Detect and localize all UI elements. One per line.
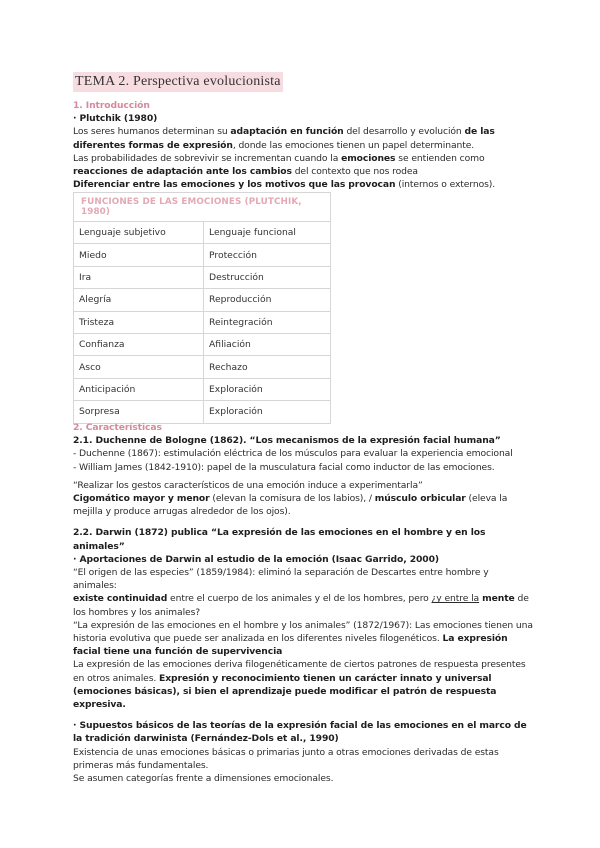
table-cell: Confianza [74, 333, 204, 355]
table-cell: Destrucción [204, 266, 331, 288]
table-cell: Exploración [204, 401, 331, 423]
table-row [74, 356, 331, 378]
table-cell: Tristeza [74, 311, 204, 333]
paragraph: Se asumen categorías frente a dimensiones emocionales. [73, 773, 334, 785]
text: del contexto que nos rodea [291, 166, 418, 178]
text: (eleva la mejilla y produce arrugas alrededor de los ojos). [73, 493, 508, 518]
emotions-functions-table [73, 192, 331, 424]
paragraph: “El origen de las especies” (1859/1984): eliminó la separación de Descartes entre hombre y animales: [73, 567, 489, 592]
section-heading: 2. Características [73, 422, 162, 433]
bold-text: existe continuidad [73, 593, 168, 605]
table-row [74, 333, 331, 355]
subheading-plutchik: · Plutchik (1980) [73, 113, 158, 125]
paragraph [73, 592, 533, 618]
text: (internos o externos). [395, 179, 496, 191]
table-cell: Asco [74, 356, 204, 378]
bold-text: Diferenciar entre las emociones y los motivos que las provocan [73, 179, 396, 191]
section-introduccion [73, 99, 533, 191]
table-row [74, 266, 331, 288]
text: (elevan la comisura de los labios), / [209, 493, 375, 505]
paragraph [73, 178, 533, 191]
quote: “Realizar los gestos característicos de una emoción induce a experimentarla” [73, 479, 423, 491]
bold-text: músculo orbicular [374, 493, 466, 505]
bold-text: Expresión y reconocimiento tienen un carácter innato y universal (emociones básicas), si bien el aprendizaje puede modificar el patrón de respuesta expresiva. [73, 672, 497, 711]
list-item: - Duchenne (1867): estimulación eléctrica de los músculos para evaluar la experiencia emocional [73, 448, 513, 460]
table-row [74, 244, 331, 266]
bold-text: mente [479, 593, 515, 605]
table-row [74, 401, 331, 423]
text: “La expresión de las emociones en el hombre y los animales” (1872/1967): Las emociones tienen una historia evolutiva que puede ser analizada en los diferentes niveles filogenéticos. [73, 619, 533, 645]
table-row [74, 378, 331, 400]
table-cell: Lenguaje subjetivo [74, 222, 204, 244]
text: Los seres humanos determinan su [73, 126, 231, 138]
table-cell: Rechazo [204, 356, 331, 378]
table-row [74, 222, 331, 244]
bold-text: adaptación en función [230, 126, 344, 138]
text: entre el cuerpo de los animales y el de los hombres, pero [167, 593, 432, 605]
table-row [74, 289, 331, 311]
table-cell: Protección [204, 244, 331, 266]
text: Las probabilidades de sobrevivir se incrementan cuando la [73, 152, 342, 164]
table-cell: Sorpresa [74, 401, 204, 423]
text: de los hombres y los animales? [73, 593, 529, 618]
subheading-supuestos: · Supuestos básicos de las teorías de la expresión facial de las emociones en el marco de la tradición darwinista (Fernández-Dols et al., 1990) [73, 720, 527, 745]
table-cell: Anticipación [74, 378, 204, 400]
bold-text: de las diferentes formas de expresión [73, 126, 495, 151]
table-row [74, 311, 331, 333]
bold-text: Cigomático mayor y menor [73, 493, 210, 505]
table-cell: Reintegración [204, 311, 331, 333]
list-item: - William James (1842-1910): papel de la musculatura facial como inductor de las emociones. [73, 461, 495, 473]
bold-text: La expresión facial tiene una función de supervivencia [73, 633, 508, 658]
table-header: FUNCIONES DE LAS EMOCIONES (PLUTCHIK, 1980) [74, 193, 331, 222]
subheading-aportaciones: · Aportaciones de Darwin al estudio de la emoción (Isaac Garrido, 2000) [73, 553, 439, 565]
paragraph [73, 619, 533, 659]
paragraph: Existencia de unas emociones básicas o primarias junto a otras emociones derivadas de estas primeras más fundamentales. [73, 746, 499, 771]
table-cell: Exploración [204, 378, 331, 400]
table-cell: Reproducción [204, 289, 331, 311]
subheading-darwin: 2.2. Darwin (1872) publica “La expresión de las emociones en el hombre y en los animales” [73, 527, 486, 552]
paragraph [73, 152, 533, 178]
table-cell: Lenguaje funcional [204, 222, 331, 244]
table-cell: Alegría [74, 289, 204, 311]
paragraph [73, 492, 533, 518]
section-heading: 1. Introducción [73, 100, 150, 111]
subheading-duchenne: 2.1. Duchenne de Bologne (1862). “Los mecanismos de la expresión facial humana” [73, 435, 501, 447]
page-title: TEMA 2. Perspectiva evolucionista [73, 72, 283, 92]
table-cell: Afiliación [204, 333, 331, 355]
bold-text: emociones [341, 152, 396, 164]
underlined-text: ¿y entre la [431, 593, 480, 605]
section-caracteristicas [73, 421, 533, 785]
text: La expresión de las emociones deriva filogenéticamente de ciertos patrones de respuesta presentes en otros animales. [73, 659, 526, 684]
paragraph [73, 658, 533, 711]
text: del desarrollo y evolución [343, 126, 465, 138]
paragraph [73, 125, 533, 151]
table-cell: Miedo [74, 244, 204, 266]
text: se entienden como [395, 152, 485, 164]
bold-text: reacciones de adaptación ante los cambios [73, 166, 292, 178]
text: , donde las emociones tienen un papel determinante. [232, 139, 475, 151]
table-cell: Ira [74, 266, 204, 288]
